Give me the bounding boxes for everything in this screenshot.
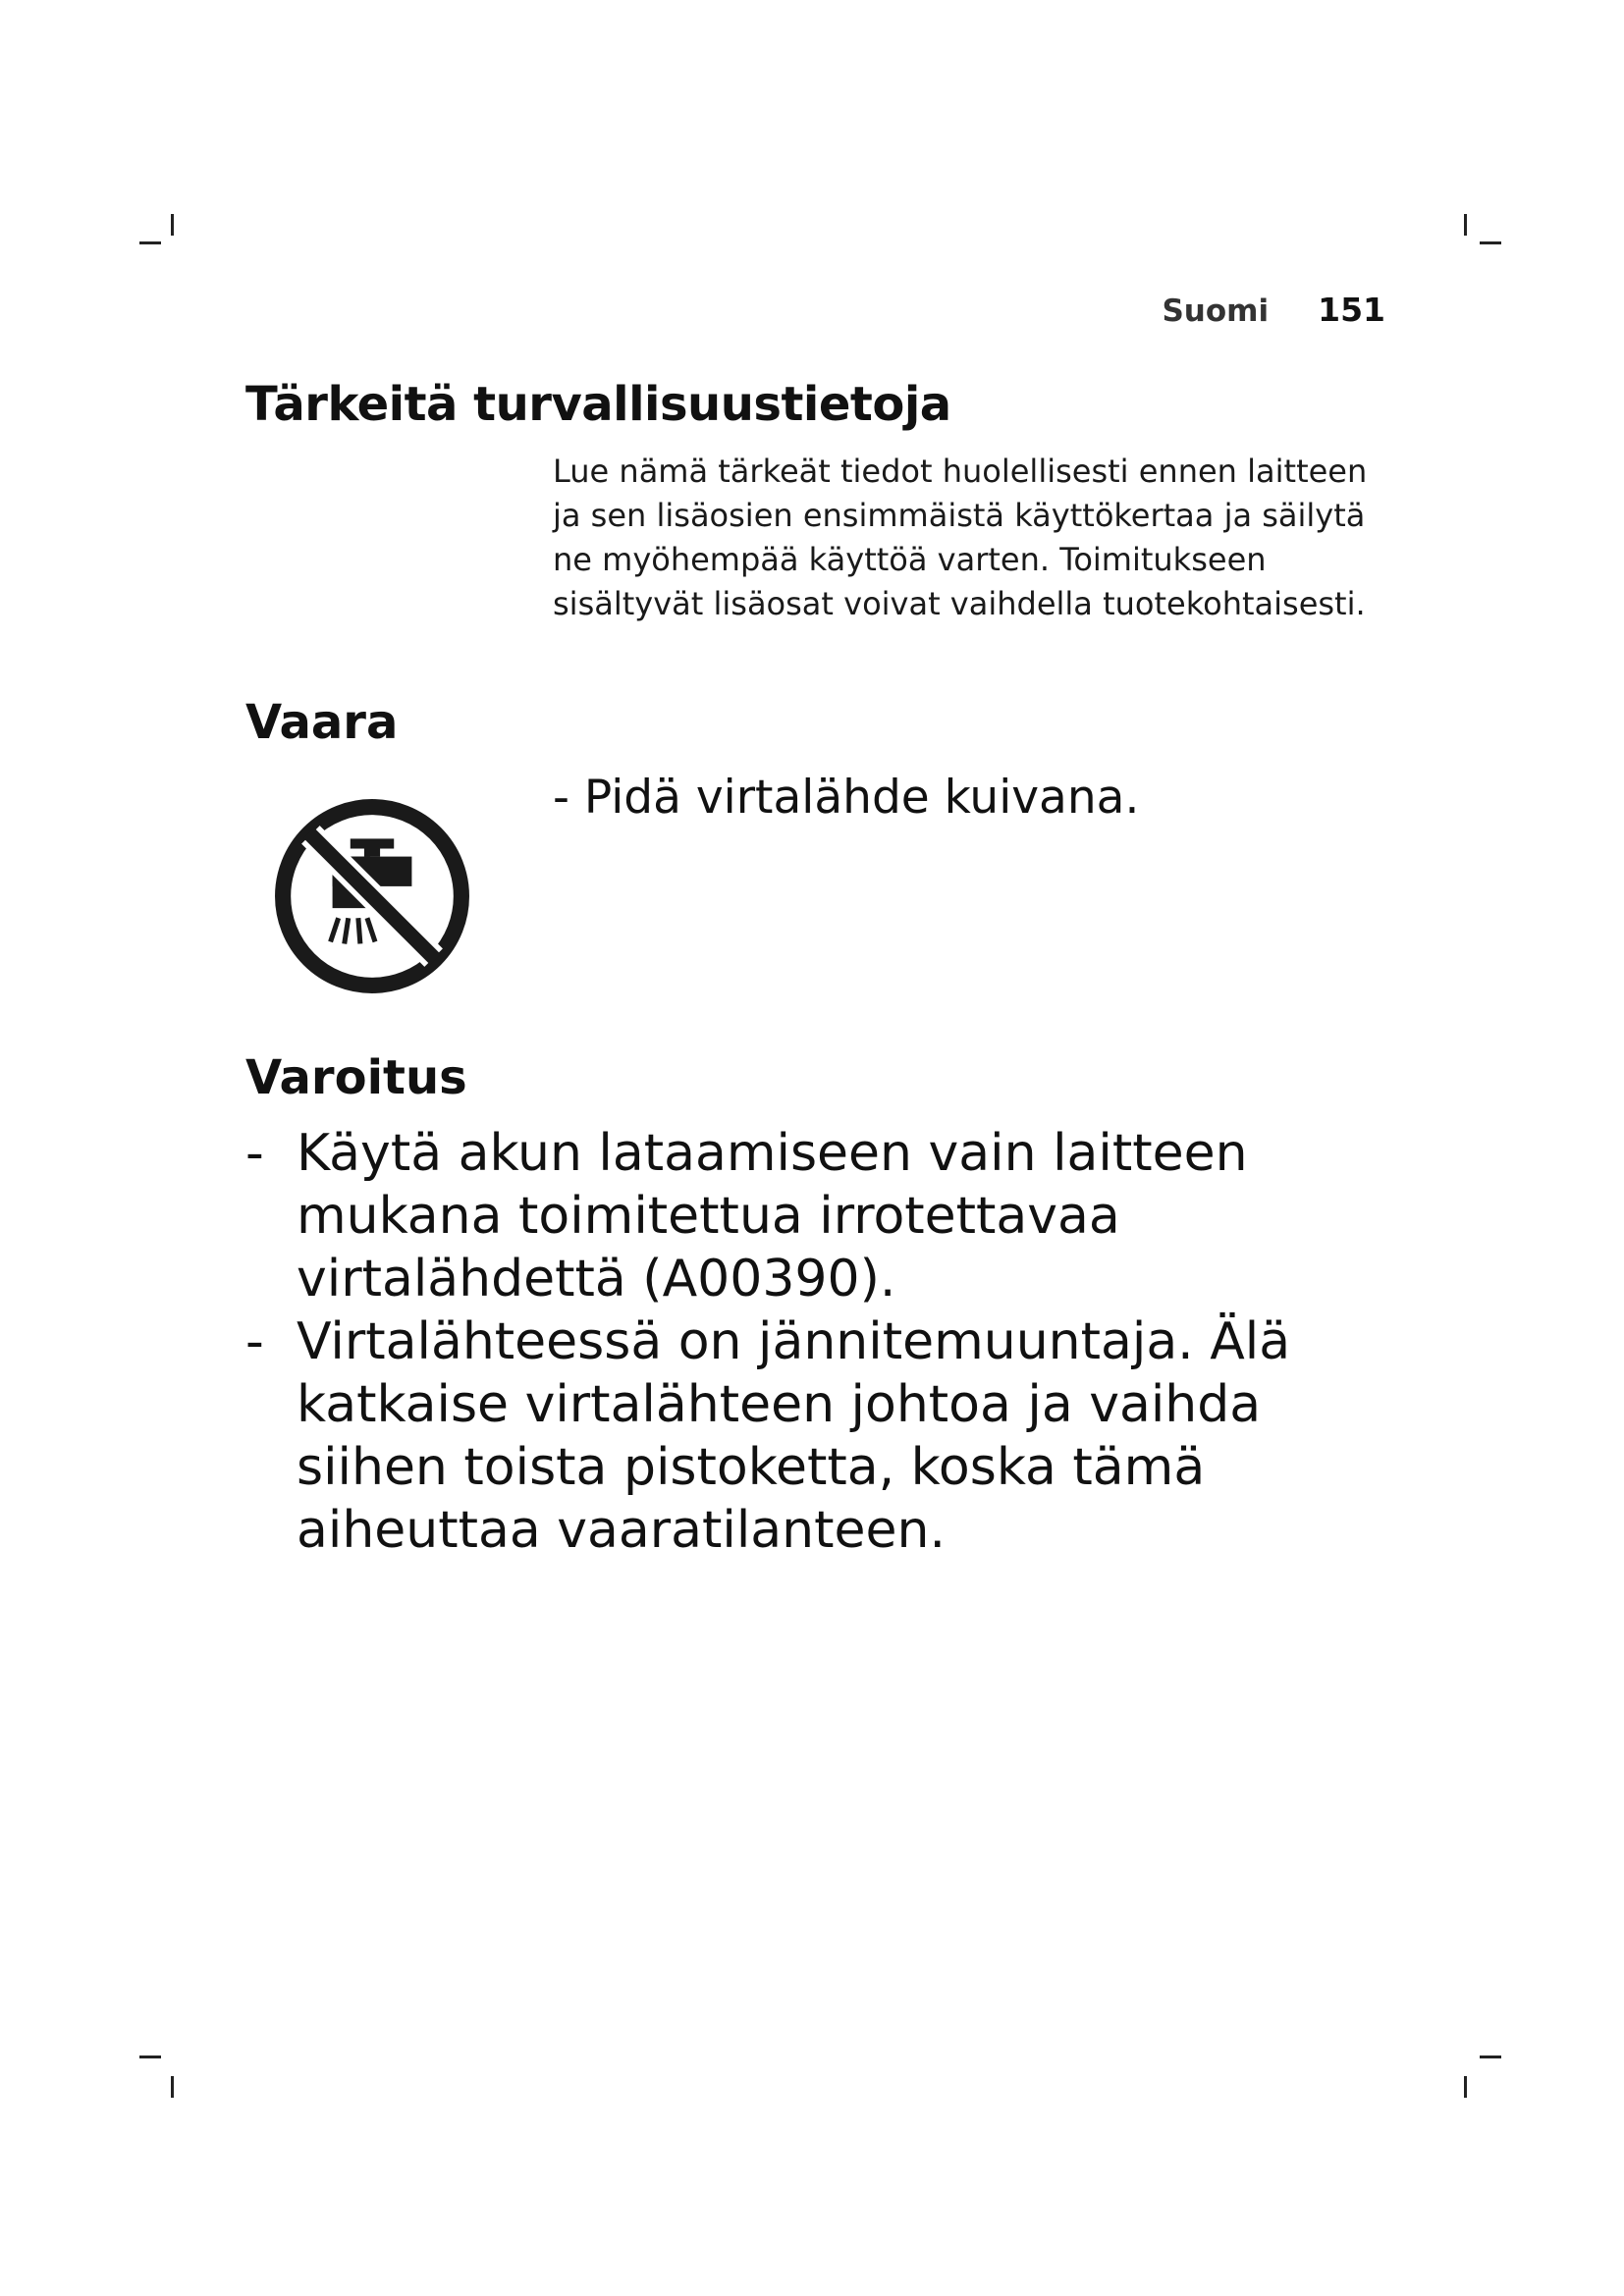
warning-list [245, 1122, 1394, 1562]
warning-heading: Varoitus [245, 1050, 467, 1105]
crop-mark-top-right-h [1480, 241, 1501, 244]
warning-item-text: Virtalähteessä on jännitemuuntaja. Älä katkaise virtalähteen johtoa ja vaihda siihen toista pistoketta, koska tämä aiheuttaa vaaratilanteen. [297, 1312, 1291, 1560]
warning-item [245, 1122, 1394, 1310]
page-header [1162, 291, 1385, 329]
header-page-number: 151 [1318, 291, 1385, 329]
warning-item [245, 1310, 1394, 1562]
header-language: Suomi [1162, 294, 1270, 329]
crop-mark-bottom-left-h [139, 2056, 161, 2058]
crop-mark-bottom-right-h [1480, 2056, 1501, 2058]
warning-item-text: Käytä akun lataamiseen vain laitteen mukana toimitettua irrotettavaa virtalähdettä (A00390). [297, 1124, 1248, 1308]
crop-mark-bottom-right-v [1464, 2076, 1467, 2098]
no-water-tap-icon [273, 797, 471, 995]
bullet-dash: - [245, 1124, 264, 1183]
crop-mark-top-right-v [1464, 214, 1467, 236]
danger-heading: Vaara [245, 695, 399, 750]
intro-paragraph: Lue nämä tärkeät tiedot huolellisesti ennen laitteen ja sen lisäosien ensimmäistä käyttökertaa ja säilytä ne myöhempää käyttöä varten. Toimitukseen sisältyvät lisäosat voivat vaihdella tuotekohtaisesti. [553, 453, 1368, 622]
danger-item-text: Pidä virtalähde kuivana. [583, 771, 1140, 825]
bullet-dash: - [245, 1312, 264, 1371]
crop-mark-top-left-h [139, 241, 161, 244]
page-title: Tärkeitä turvallisuustietoja [245, 377, 951, 432]
danger-list [553, 769, 1139, 828]
bullet-dash: - [553, 771, 569, 825]
crop-mark-top-left-v [171, 214, 174, 236]
danger-item [553, 769, 1139, 828]
crop-mark-bottom-left-v [171, 2076, 174, 2098]
